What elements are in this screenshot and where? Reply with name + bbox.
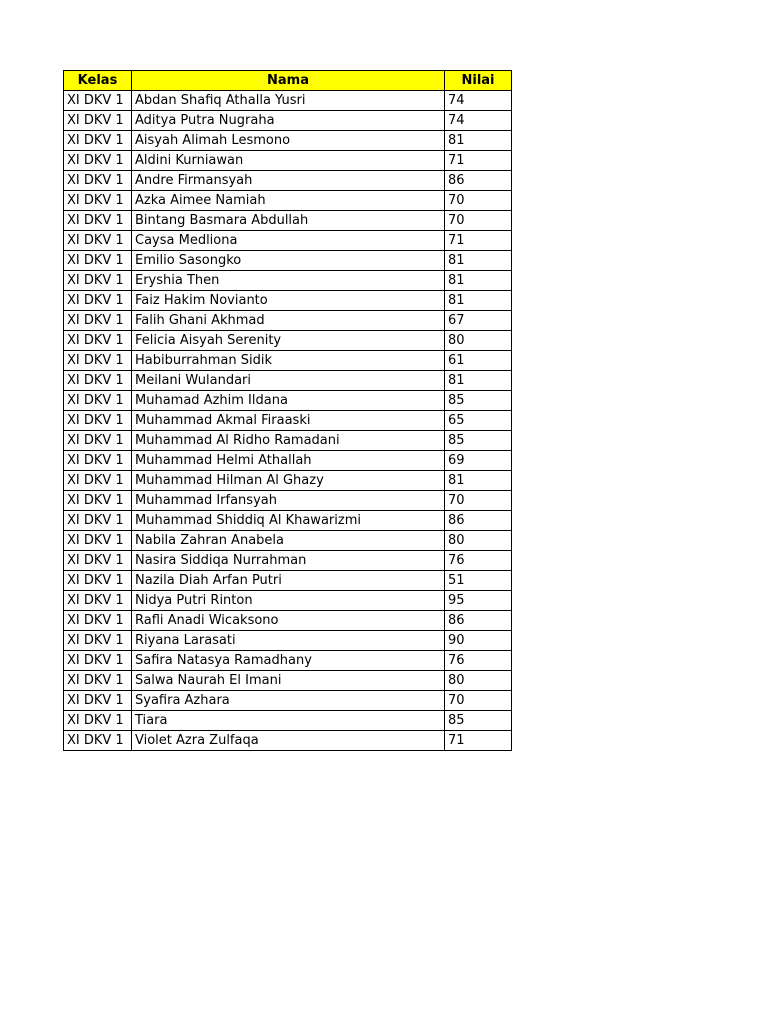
table-row [64, 351, 512, 371]
grades-table [63, 70, 512, 751]
table-row [64, 471, 512, 491]
cell-kelas: XI DKV 1 [64, 571, 132, 591]
table-row [64, 651, 512, 671]
cell-kelas: XI DKV 1 [64, 91, 132, 111]
cell-nama: Muhammad Shiddiq Al Khawarizmi [132, 511, 445, 531]
cell-nama: Riyana Larasati [132, 631, 445, 651]
table-row [64, 611, 512, 631]
table-row [64, 411, 512, 431]
cell-nama: Bintang Basmara Abdullah [132, 211, 445, 231]
cell-nilai: 70 [445, 191, 512, 211]
cell-nilai: 86 [445, 171, 512, 191]
cell-nilai: 76 [445, 551, 512, 571]
cell-kelas: XI DKV 1 [64, 311, 132, 331]
cell-nama: Salwa Naurah El Imani [132, 671, 445, 691]
table-row [64, 291, 512, 311]
cell-nama: Nabila Zahran Anabela [132, 531, 445, 551]
cell-nama: Faiz Hakim Novianto [132, 291, 445, 311]
cell-kelas: XI DKV 1 [64, 291, 132, 311]
table-row [64, 631, 512, 651]
cell-nama: Aldini Kurniawan [132, 151, 445, 171]
cell-kelas: XI DKV 1 [64, 471, 132, 491]
cell-nama: Safira Natasya Ramadhany [132, 651, 445, 671]
cell-nilai: 85 [445, 391, 512, 411]
cell-kelas: XI DKV 1 [64, 171, 132, 191]
cell-nama: Muhammad Hilman Al Ghazy [132, 471, 445, 491]
cell-nilai: 81 [445, 371, 512, 391]
table-row [64, 331, 512, 351]
cell-nama: Nazila Diah Arfan Putri [132, 571, 445, 591]
cell-nilai: 71 [445, 151, 512, 171]
cell-kelas: XI DKV 1 [64, 191, 132, 211]
cell-nilai: 67 [445, 311, 512, 331]
table-row [64, 591, 512, 611]
cell-kelas: XI DKV 1 [64, 591, 132, 611]
cell-nama: Habiburrahman Sidik [132, 351, 445, 371]
cell-nama: Eryshia Then [132, 271, 445, 291]
cell-nama: Muhammad Helmi Athallah [132, 451, 445, 471]
cell-nama: Nasira Siddiqa Nurrahman [132, 551, 445, 571]
cell-nilai: 85 [445, 711, 512, 731]
cell-nama: Muhammad Al Ridho Ramadani [132, 431, 445, 451]
cell-nilai: 74 [445, 111, 512, 131]
header-kelas: Kelas [64, 71, 132, 91]
cell-kelas: XI DKV 1 [64, 651, 132, 671]
cell-nama: Syafira Azhara [132, 691, 445, 711]
cell-kelas: XI DKV 1 [64, 111, 132, 131]
cell-kelas: XI DKV 1 [64, 251, 132, 271]
cell-kelas: XI DKV 1 [64, 351, 132, 371]
cell-nilai: 70 [445, 211, 512, 231]
cell-kelas: XI DKV 1 [64, 371, 132, 391]
table-row [64, 671, 512, 691]
cell-kelas: XI DKV 1 [64, 671, 132, 691]
cell-nilai: 81 [445, 251, 512, 271]
cell-kelas: XI DKV 1 [64, 231, 132, 251]
cell-nama: Falih Ghani Akhmad [132, 311, 445, 331]
table-row [64, 91, 512, 111]
cell-nama: Tiara [132, 711, 445, 731]
cell-kelas: XI DKV 1 [64, 211, 132, 231]
cell-kelas: XI DKV 1 [64, 631, 132, 651]
table-row [64, 211, 512, 231]
header-nilai: Nilai [445, 71, 512, 91]
cell-kelas: XI DKV 1 [64, 411, 132, 431]
cell-kelas: XI DKV 1 [64, 391, 132, 411]
cell-nama: Violet Azra Zulfaqa [132, 731, 445, 751]
table-row [64, 191, 512, 211]
cell-nilai: 80 [445, 531, 512, 551]
cell-nilai: 86 [445, 611, 512, 631]
table-row [64, 491, 512, 511]
table-row [64, 271, 512, 291]
table-row [64, 391, 512, 411]
table-row [64, 531, 512, 551]
table-row [64, 731, 512, 751]
cell-nilai: 76 [445, 651, 512, 671]
cell-nilai: 80 [445, 671, 512, 691]
cell-nama: Nidya Putri Rinton [132, 591, 445, 611]
table-row [64, 111, 512, 131]
cell-nama: Muhamad Azhim Ildana [132, 391, 445, 411]
cell-kelas: XI DKV 1 [64, 431, 132, 451]
table-row [64, 431, 512, 451]
cell-nilai: 71 [445, 231, 512, 251]
cell-nama: Emilio Sasongko [132, 251, 445, 271]
cell-kelas: XI DKV 1 [64, 131, 132, 151]
cell-nama: Muhammad Irfansyah [132, 491, 445, 511]
cell-nilai: 81 [445, 471, 512, 491]
table-row [64, 311, 512, 331]
cell-nilai: 86 [445, 511, 512, 531]
cell-kelas: XI DKV 1 [64, 531, 132, 551]
cell-nilai: 80 [445, 331, 512, 351]
cell-nama: Rafli Anadi Wicaksono [132, 611, 445, 631]
cell-nilai: 70 [445, 491, 512, 511]
cell-nilai: 85 [445, 431, 512, 451]
cell-kelas: XI DKV 1 [64, 711, 132, 731]
cell-kelas: XI DKV 1 [64, 731, 132, 751]
table-row [64, 691, 512, 711]
cell-nilai: 70 [445, 691, 512, 711]
cell-kelas: XI DKV 1 [64, 451, 132, 471]
cell-kelas: XI DKV 1 [64, 331, 132, 351]
cell-nama: Abdan Shafiq Athalla Yusri [132, 91, 445, 111]
table-row [64, 371, 512, 391]
table-row [64, 571, 512, 591]
table-row [64, 151, 512, 171]
cell-kelas: XI DKV 1 [64, 151, 132, 171]
cell-nilai: 81 [445, 291, 512, 311]
cell-nilai: 61 [445, 351, 512, 371]
cell-nilai: 74 [445, 91, 512, 111]
cell-nama: Felicia Aisyah Serenity [132, 331, 445, 351]
cell-kelas: XI DKV 1 [64, 611, 132, 631]
cell-nama: Andre Firmansyah [132, 171, 445, 191]
cell-nama: Caysa Medliona [132, 231, 445, 251]
cell-nilai: 65 [445, 411, 512, 431]
cell-nama: Aditya Putra Nugraha [132, 111, 445, 131]
table-row [64, 131, 512, 151]
cell-nilai: 69 [445, 451, 512, 471]
cell-kelas: XI DKV 1 [64, 551, 132, 571]
cell-nilai: 81 [445, 131, 512, 151]
table-row [64, 511, 512, 531]
table-body [64, 91, 512, 751]
cell-nilai: 95 [445, 591, 512, 611]
cell-nilai: 51 [445, 571, 512, 591]
cell-kelas: XI DKV 1 [64, 511, 132, 531]
cell-kelas: XI DKV 1 [64, 491, 132, 511]
header-nama: Nama [132, 71, 445, 91]
cell-nama: Meilani Wulandari [132, 371, 445, 391]
table-row [64, 711, 512, 731]
cell-nama: Aisyah Alimah Lesmono [132, 131, 445, 151]
cell-nilai: 90 [445, 631, 512, 651]
cell-nilai: 81 [445, 271, 512, 291]
cell-nama: Muhammad Akmal Firaaski [132, 411, 445, 431]
cell-nama: Azka Aimee Namiah [132, 191, 445, 211]
table-row [64, 451, 512, 471]
header-row [64, 71, 512, 91]
table-row [64, 251, 512, 271]
table-row [64, 551, 512, 571]
cell-kelas: XI DKV 1 [64, 691, 132, 711]
table-row [64, 171, 512, 191]
table-row [64, 231, 512, 251]
cell-kelas: XI DKV 1 [64, 271, 132, 291]
cell-nilai: 71 [445, 731, 512, 751]
